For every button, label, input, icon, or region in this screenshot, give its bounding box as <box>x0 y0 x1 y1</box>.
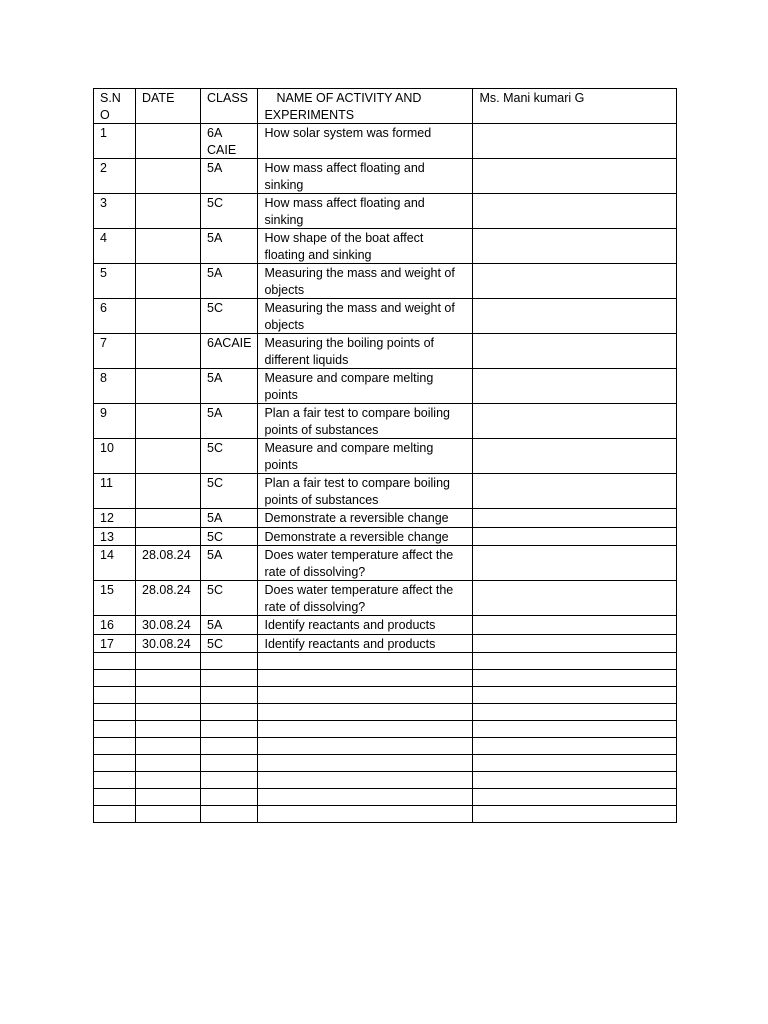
cell-sno: 8 <box>94 369 136 404</box>
empty-cell <box>473 772 677 789</box>
table-body <box>94 89 677 823</box>
empty-cell <box>258 721 473 738</box>
blank-row <box>94 653 677 670</box>
empty-cell <box>473 755 677 772</box>
cell-date <box>136 509 201 528</box>
empty-cell <box>136 704 201 721</box>
cell-date <box>136 264 201 299</box>
cell-activity: Measuring the boiling points of different liquids <box>258 334 473 369</box>
empty-cell <box>201 687 258 704</box>
cell-teacher-remarks <box>473 229 677 264</box>
empty-cell <box>473 738 677 755</box>
empty-cell <box>94 772 136 789</box>
empty-cell <box>94 687 136 704</box>
cell-activity: Plan a fair test to compare boiling points of substances <box>258 474 473 509</box>
cell-date <box>136 229 201 264</box>
cell-sno: 2 <box>94 159 136 194</box>
table-row <box>94 194 677 229</box>
empty-cell <box>136 653 201 670</box>
cell-class: 5C <box>201 474 258 509</box>
cell-class: 5C <box>201 634 258 653</box>
empty-cell <box>136 789 201 806</box>
cell-teacher-remarks <box>473 124 677 159</box>
header-class: CLASS <box>201 89 258 124</box>
cell-class: 5A <box>201 229 258 264</box>
empty-cell <box>473 789 677 806</box>
empty-cell <box>258 738 473 755</box>
empty-cell <box>473 721 677 738</box>
empty-cell <box>94 670 136 687</box>
cell-class: 5A <box>201 546 258 581</box>
blank-row <box>94 687 677 704</box>
cell-sno: 16 <box>94 616 136 635</box>
cell-teacher-remarks <box>473 404 677 439</box>
cell-date: 30.08.24 <box>136 616 201 635</box>
table-row <box>94 546 677 581</box>
empty-cell <box>258 772 473 789</box>
cell-class: 5A <box>201 404 258 439</box>
table-row <box>94 474 677 509</box>
cell-date <box>136 404 201 439</box>
empty-cell <box>473 653 677 670</box>
cell-teacher-remarks <box>473 159 677 194</box>
cell-date <box>136 299 201 334</box>
blank-row <box>94 772 677 789</box>
cell-activity: How mass affect floating and sinking <box>258 194 473 229</box>
blank-row <box>94 789 677 806</box>
empty-cell <box>136 687 201 704</box>
header-activity-line1: NAME OF ACTIVITY AND <box>276 91 422 105</box>
cell-date: 28.08.24 <box>136 546 201 581</box>
table-row <box>94 334 677 369</box>
header-date: DATE <box>136 89 201 124</box>
empty-cell <box>94 704 136 721</box>
cell-teacher-remarks <box>473 334 677 369</box>
table-row <box>94 616 677 635</box>
cell-activity: Measuring the mass and weight of objects <box>258 264 473 299</box>
cell-activity: Demonstrate a reversible change <box>258 527 473 546</box>
table-row <box>94 264 677 299</box>
cell-date: 28.08.24 <box>136 581 201 616</box>
empty-cell <box>258 670 473 687</box>
empty-cell <box>473 806 677 823</box>
cell-activity: Demonstrate a reversible change <box>258 509 473 528</box>
empty-cell <box>201 738 258 755</box>
empty-cell <box>258 789 473 806</box>
cell-teacher-remarks <box>473 369 677 404</box>
cell-date <box>136 124 201 159</box>
cell-date <box>136 474 201 509</box>
empty-cell <box>201 772 258 789</box>
cell-activity: Identify reactants and products <box>258 634 473 653</box>
cell-class: 6A CAIE <box>201 124 258 159</box>
empty-cell <box>136 806 201 823</box>
header-teacher: Ms. Mani kumari G <box>473 89 677 124</box>
cell-teacher-remarks <box>473 439 677 474</box>
cell-sno: 17 <box>94 634 136 653</box>
cell-class: 5C <box>201 581 258 616</box>
cell-teacher-remarks <box>473 527 677 546</box>
cell-activity: How mass affect floating and sinking <box>258 159 473 194</box>
empty-cell <box>473 670 677 687</box>
empty-cell <box>94 738 136 755</box>
cell-teacher-remarks <box>473 509 677 528</box>
cell-class: 5A <box>201 509 258 528</box>
cell-activity: Plan a fair test to compare boiling points of substances <box>258 404 473 439</box>
cell-activity: Measure and compare melting points <box>258 369 473 404</box>
blank-row <box>94 806 677 823</box>
cell-sno: 9 <box>94 404 136 439</box>
cell-date <box>136 439 201 474</box>
cell-teacher-remarks <box>473 194 677 229</box>
cell-sno: 12 <box>94 509 136 528</box>
cell-class: 5C <box>201 439 258 474</box>
cell-teacher-remarks <box>473 616 677 635</box>
cell-date <box>136 527 201 546</box>
activity-log-table <box>93 88 677 823</box>
cell-teacher-remarks <box>473 299 677 334</box>
empty-cell <box>473 704 677 721</box>
header-row <box>94 89 677 124</box>
empty-cell <box>136 721 201 738</box>
header-sno: S.N O <box>94 89 136 124</box>
cell-sno: 13 <box>94 527 136 546</box>
cell-sno: 1 <box>94 124 136 159</box>
table-row <box>94 369 677 404</box>
cell-activity: Does water temperature affect the rate of dissolving? <box>258 546 473 581</box>
table-row <box>94 124 677 159</box>
cell-teacher-remarks <box>473 474 677 509</box>
cell-date <box>136 194 201 229</box>
empty-cell <box>201 806 258 823</box>
cell-class: 5A <box>201 369 258 404</box>
table-row <box>94 527 677 546</box>
cell-activity: How shape of the boat affect floating and sinking <box>258 229 473 264</box>
blank-row <box>94 755 677 772</box>
cell-activity: Measuring the mass and weight of objects <box>258 299 473 334</box>
empty-cell <box>201 721 258 738</box>
cell-sno: 11 <box>94 474 136 509</box>
cell-date: 30.08.24 <box>136 634 201 653</box>
table-row <box>94 159 677 194</box>
cell-sno: 14 <box>94 546 136 581</box>
empty-cell <box>473 687 677 704</box>
cell-sno: 4 <box>94 229 136 264</box>
blank-row <box>94 721 677 738</box>
table-row <box>94 439 677 474</box>
cell-date <box>136 159 201 194</box>
cell-teacher-remarks <box>473 546 677 581</box>
cell-teacher-remarks <box>473 264 677 299</box>
cell-sno: 3 <box>94 194 136 229</box>
empty-cell <box>201 653 258 670</box>
cell-class: 5C <box>201 194 258 229</box>
cell-date <box>136 369 201 404</box>
empty-cell <box>136 772 201 789</box>
header-activity-line2: EXPERIMENTS <box>264 107 355 122</box>
blank-row <box>94 670 677 687</box>
cell-sno: 5 <box>94 264 136 299</box>
cell-class: 5A <box>201 264 258 299</box>
cell-sno: 10 <box>94 439 136 474</box>
cell-class: 5C <box>201 527 258 546</box>
empty-cell <box>136 670 201 687</box>
blank-row <box>94 704 677 721</box>
cell-class: 6ACAIE <box>201 334 258 369</box>
cell-activity: Identify reactants and products <box>258 616 473 635</box>
empty-cell <box>201 789 258 806</box>
table-row <box>94 299 677 334</box>
empty-cell <box>94 653 136 670</box>
empty-cell <box>258 704 473 721</box>
cell-activity: Does water temperature affect the rate of dissolving? <box>258 581 473 616</box>
cell-class: 5A <box>201 616 258 635</box>
empty-cell <box>201 670 258 687</box>
empty-cell <box>94 806 136 823</box>
cell-class: 5C <box>201 299 258 334</box>
table-row <box>94 634 677 653</box>
empty-cell <box>136 755 201 772</box>
table-row <box>94 581 677 616</box>
empty-cell <box>136 738 201 755</box>
empty-cell <box>94 755 136 772</box>
table-row <box>94 509 677 528</box>
table-row <box>94 229 677 264</box>
empty-cell <box>258 755 473 772</box>
cell-class: 5A <box>201 159 258 194</box>
header-activity <box>258 89 473 124</box>
cell-sno: 15 <box>94 581 136 616</box>
table-row <box>94 404 677 439</box>
cell-activity: How solar system was formed <box>258 124 473 159</box>
cell-sno: 7 <box>94 334 136 369</box>
empty-cell <box>94 789 136 806</box>
empty-cell <box>258 687 473 704</box>
empty-cell <box>258 653 473 670</box>
cell-date <box>136 334 201 369</box>
empty-cell <box>258 806 473 823</box>
cell-teacher-remarks <box>473 581 677 616</box>
cell-sno: 6 <box>94 299 136 334</box>
empty-cell <box>201 755 258 772</box>
cell-teacher-remarks <box>473 634 677 653</box>
cell-activity: Measure and compare melting points <box>258 439 473 474</box>
empty-cell <box>94 721 136 738</box>
blank-row <box>94 738 677 755</box>
empty-cell <box>201 704 258 721</box>
